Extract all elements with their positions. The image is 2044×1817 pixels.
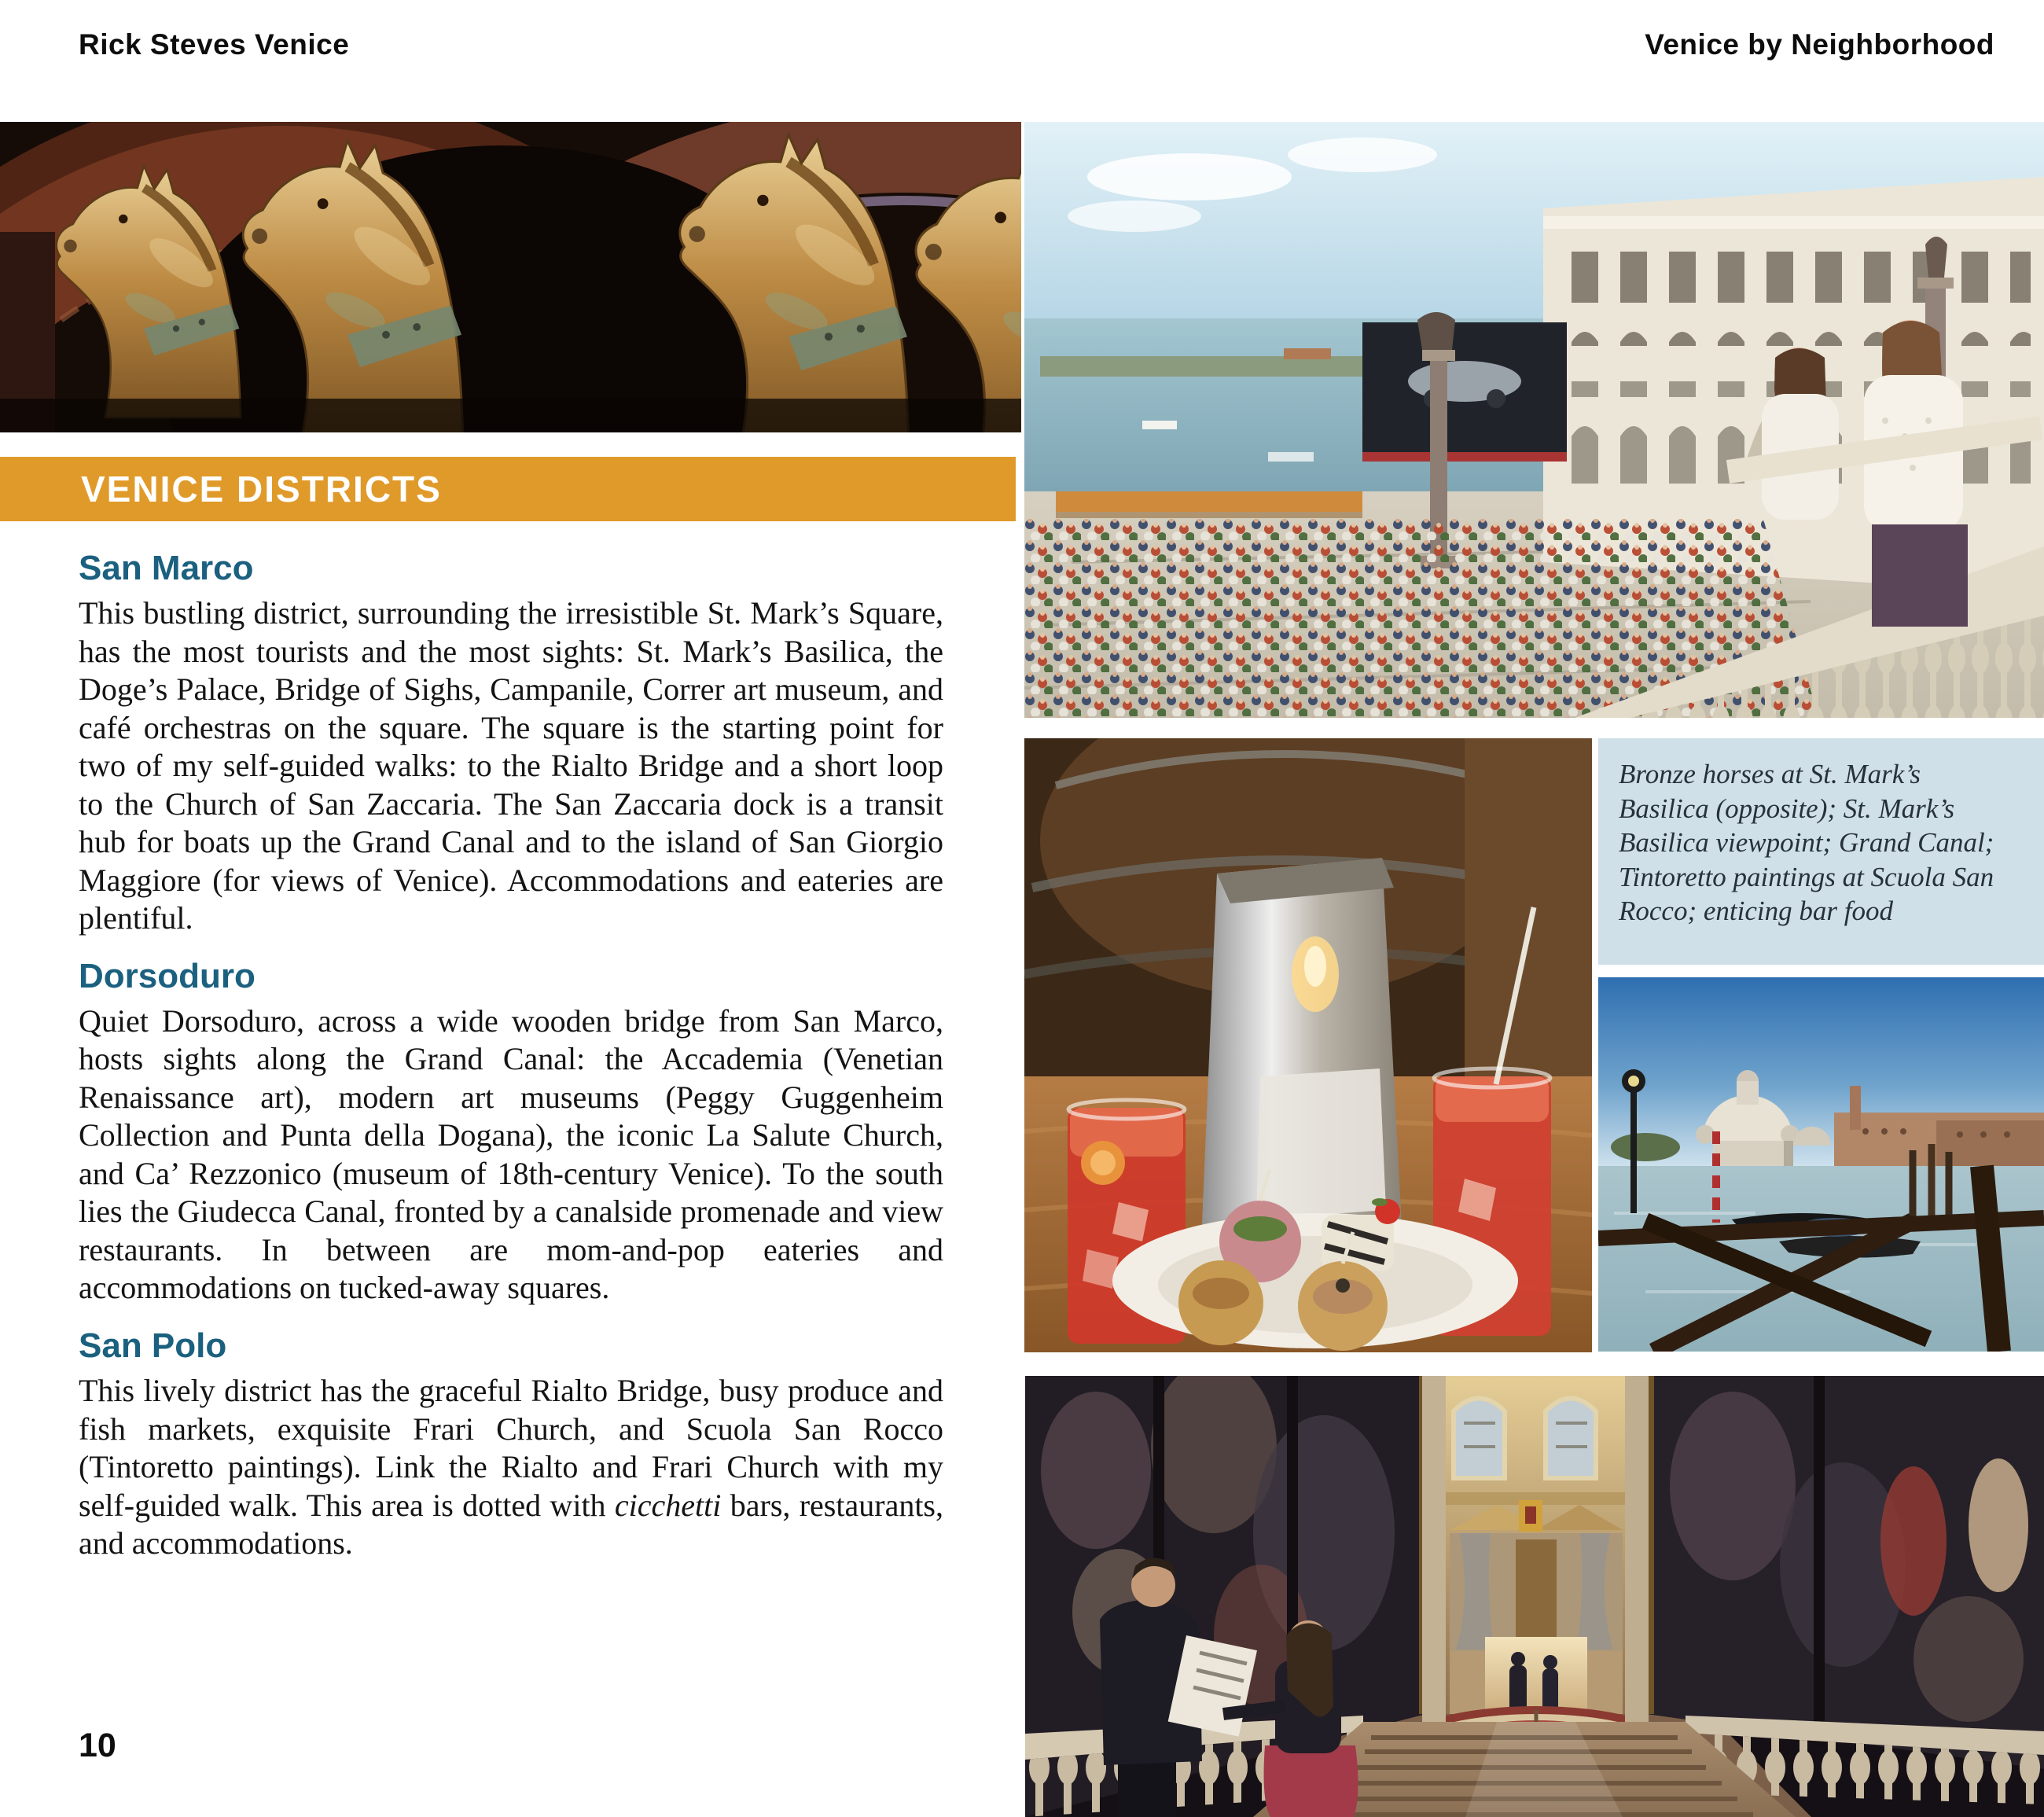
photo-caption-box [1598,738,2044,965]
photo-bronze-horses [0,122,1021,432]
photo-square-viewpoint [1024,122,2044,718]
photo-bar-food [1024,738,1592,1352]
running-head-right: Venice by Neighborhood [1645,28,1994,61]
heading-san-marco: San Marco [79,549,254,587]
heading-san-polo: San Polo [79,1326,227,1365]
heading-dorsoduro: Dorsoduro [79,956,256,995]
page-number: 10 [79,1727,116,1764]
district-text-column [79,550,943,1582]
photo-grand-canal [1598,977,2044,1352]
section-banner-title: VENICE DISTRICTS [81,469,442,509]
running-head-left: Rick Steves Venice [79,28,350,61]
paragraph-san-marco: This bustling district, surrounding the irresistible St. Mark’s Square, has the most tourists and the most sights: St. Mark’s Basilica, the Doge’s Palace, Bridge of Sighs, Campanile, Correr art museum, and café orchestras on the square. The square is the starting point for two of my self-guided walks: to the Rialto Bridge and a short loop to the Church of San Zaccaria. The San Zaccaria dock is a transit hub for boats up the Grand Canal and to the island of San Giorgio Maggiore (for views of Venice). Accommodations and eateries are plentiful. [79,595,943,936]
paragraph-san-polo: This lively district has the graceful Rialto Bridge, busy produce and fish markets, exquisite Frari Church, and Scuola San Rocco (Tintoretto paintings). Link the Rialto and Frari Church with my self-guided walk. This area is dotted with cicchetti bars, restaurants, and accommodations. [79,1373,943,1561]
photo-caption-text: Bronze horses at St. Mark’s Basilica (opposite); St. Mark’s Basilica viewpoint; Grand Canal; Tintoretto paintings at Scuola San Rocco; enticing bar food [1619,759,1994,926]
photo-scuola-san-rocco [1025,1376,2044,1817]
section-banner [0,457,1016,521]
italic-cicchetti: cicchetti [614,1487,722,1523]
paragraph-dorsoduro: Quiet Dorsoduro, across a wide wooden bridge from San Marco, hosts sights along the Grand Canal: the Accademia (Venetian Renaissance art), modern art museums (Peggy Guggenheim Collection and Punta della Dogana), the iconic La Salute Church, and Ca’ Rezzonico (museum of 18th-century Venice). To the south lies the Giudecca Canal, fronted by a canalside promenade and view restaurants. In between are mom-and-pop eateries and accommodations on tucked-away squares. [79,1002,943,1306]
